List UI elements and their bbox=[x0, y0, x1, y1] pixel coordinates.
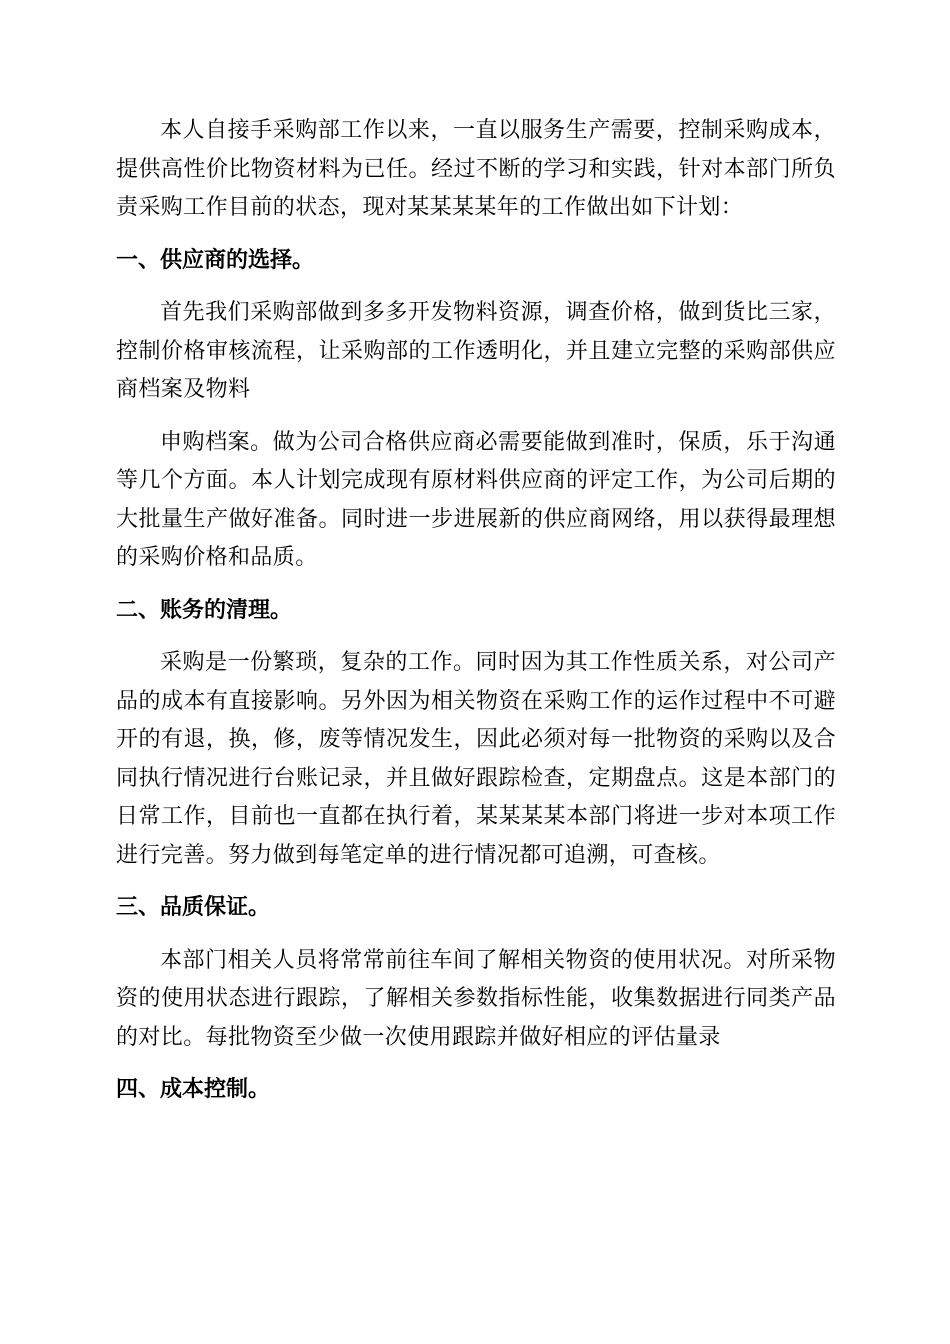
section-heading-suppliers: 一、供应商的选择。 bbox=[116, 247, 315, 273]
section-heading-quality: 三、品质保证。 bbox=[116, 895, 271, 920]
quality-paragraph: 本部门相关人员将常常前往车间了解相关物资的使用状况。对所采物资的使用状态进行跟踪，了解相关参数指标性能，收集数据进行同类产品的对比。每批物资至少做一次使用跟踪并做好相应的评估量录 bbox=[116, 947, 836, 1050]
suppliers-paragraph-2: 申购档案。做为公司合格供应商必需要能做到准时，保质，乐于沟通等几个方面。本人计划完成现有原材料供应商的评定工作，为公司后期的大批量生产做好准备。同时进一步进展新的供应商网络，用以获得最理想的采购价格和品质。 bbox=[116, 429, 836, 570]
intro-paragraph: 本人自接手采购部工作以来，一直以服务生产需要，控制采购成本，提供高性价比物资材料为已任。经过不断的学习和实践，针对本部门所负责采购工作目前的状态，现对某某某某年的工作做出如下计划： bbox=[116, 118, 836, 220]
document-page bbox=[116, 112, 836, 1110]
suppliers-paragraph-1: 首先我们采购部做到多多开发物料资源，调查价格，做到货比三家，控制价格审核流程，让采购部的工作透明化，并且建立完整的采购部供应商档案及物料 bbox=[116, 300, 836, 402]
section-heading-cost: 四、成本控制。 bbox=[116, 1077, 271, 1102]
accounts-paragraph: 采购是一份繁琐，复杂的工作。同时因为其工作性质关系，对公司产品的成本有直接影响。另外因为相关物资在采购工作的运作过程中不可避开的有退，换，修，废等情况发生，因此必须对每一批物资的采购以及合同执行情况进行台账记录，并且做好跟踪检查，定期盘点。这是本部门的日常工作，目前也一直都在执行着，某某某某本部门将进一步对本项工作进行完善。努力做到每笔定单的进行情况都可追溯，可查核。 bbox=[116, 650, 836, 868]
section-heading-accounts: 二、账务的清理。 bbox=[116, 597, 293, 623]
